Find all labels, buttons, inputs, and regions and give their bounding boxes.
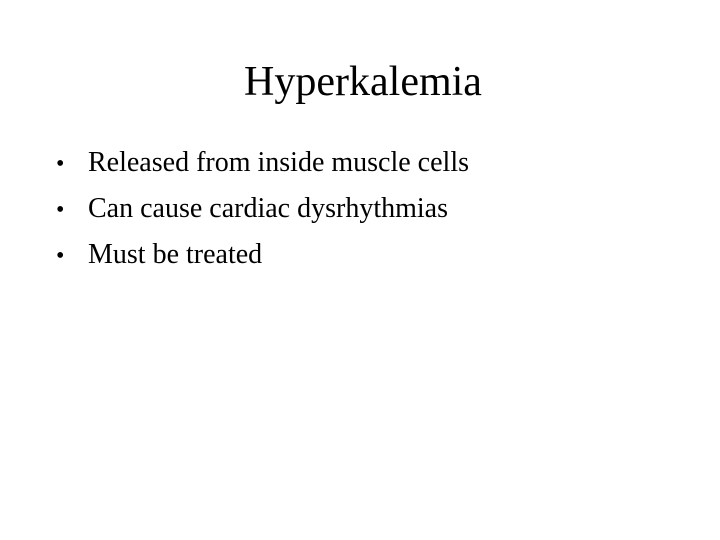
bullet-text: Must be treated (88, 239, 263, 270)
bullet-item (56, 140, 696, 186)
slide-title: Hyperkalemia (244, 59, 482, 105)
bullet-text: Released from inside muscle cells (88, 147, 469, 178)
bullet-item (56, 186, 696, 232)
bullet-list (56, 140, 696, 278)
bullet-icon: • (56, 197, 65, 223)
bullet-text: Can cause cardiac dysrhythmias (88, 193, 448, 224)
bullet-icon: • (56, 151, 65, 177)
bullet-icon: • (56, 243, 65, 269)
bullet-item (56, 232, 696, 278)
